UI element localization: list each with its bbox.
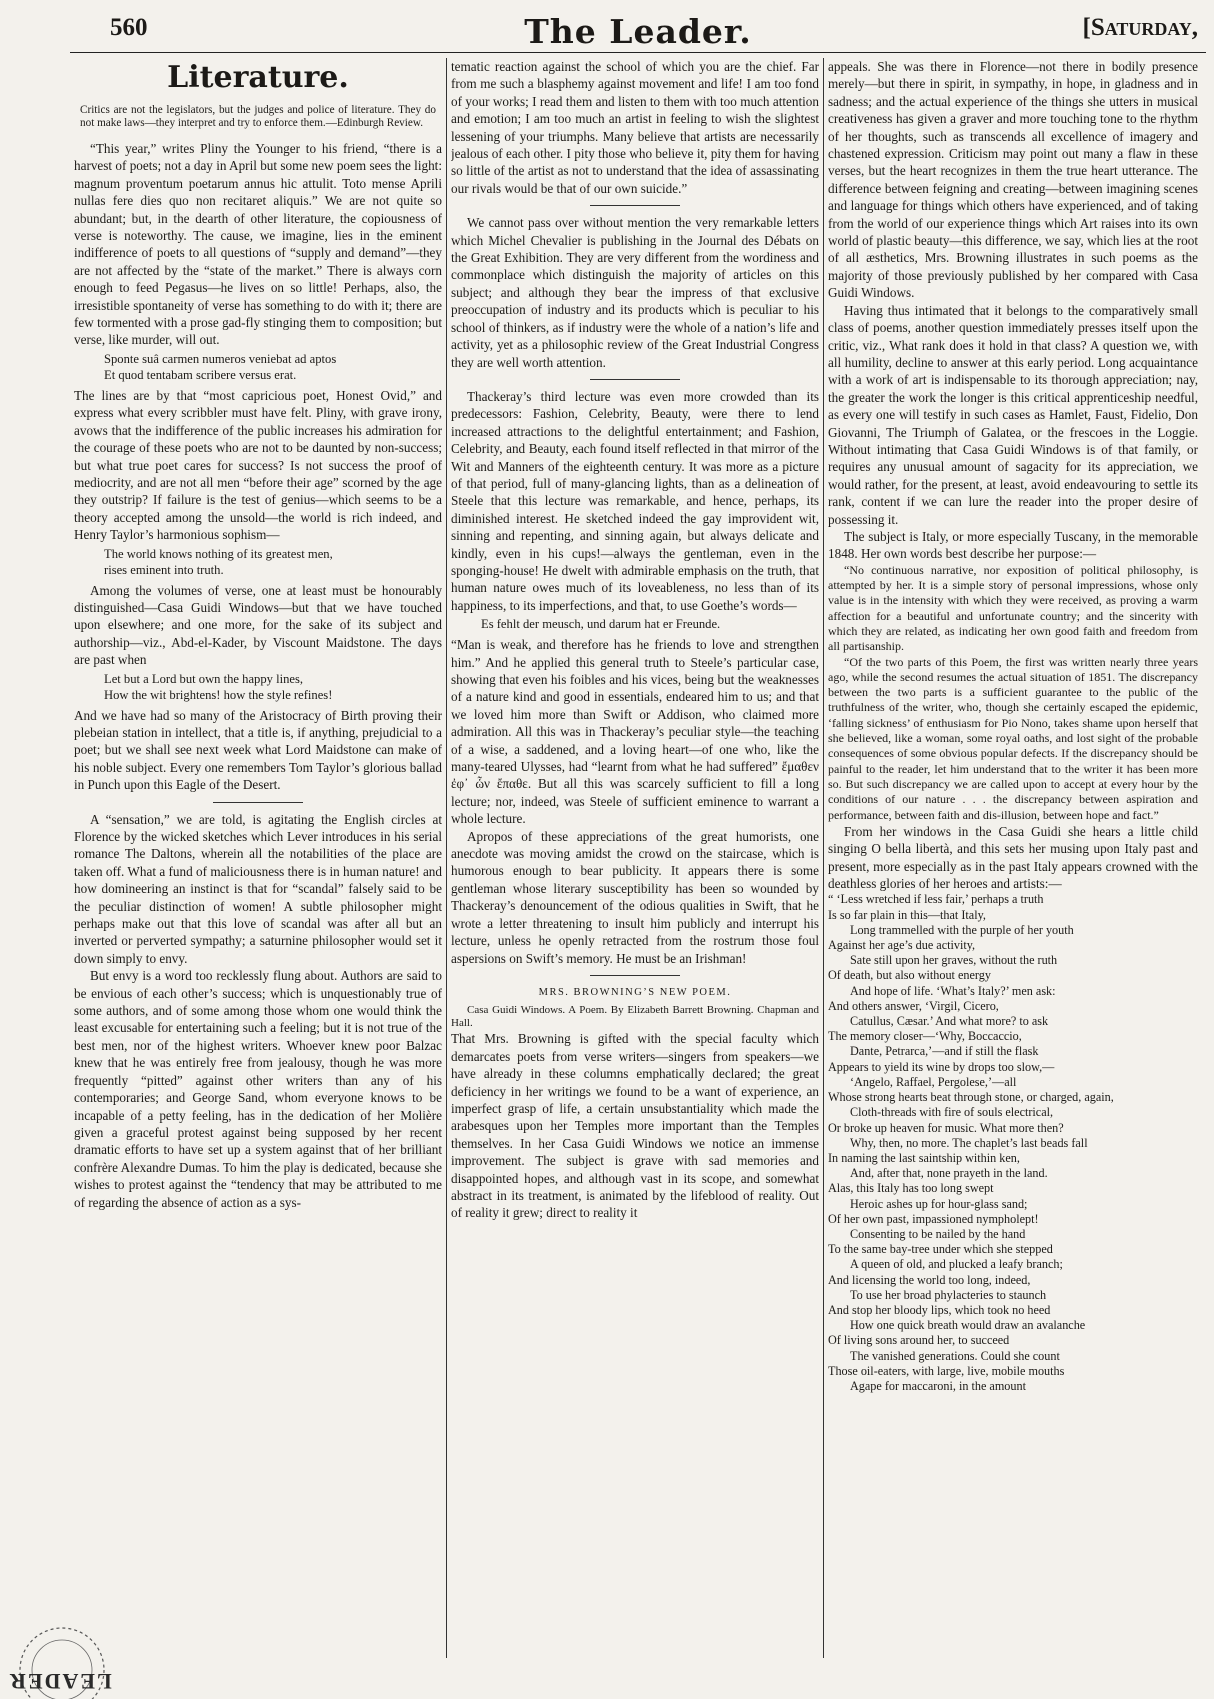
poem-line: And stop her bloody lips, which took no heed xyxy=(828,1302,1051,1317)
poem-line: “ ‘Less wretched if less fair,’ perhaps a truth xyxy=(828,892,1044,907)
poem-line: Why, then, no more. The chaplet’s last beads fall xyxy=(850,1135,1088,1150)
column-rule xyxy=(823,58,824,1658)
poem-line: Catullus, Cæsar.’ And what more? to ask xyxy=(850,1014,1049,1029)
separator xyxy=(213,802,303,803)
poem-line: Against her age’s due activity, xyxy=(828,938,976,953)
poem-line: A queen of old, and plucked a leafy branch; xyxy=(850,1257,1063,1272)
poem-line: Consenting to be nailed by the hand xyxy=(850,1226,1026,1241)
poem-line: And hope of life. ‘What’s Italy?’ men ask: xyxy=(850,983,1056,998)
column-2 xyxy=(451,58,819,1678)
paragraph: But envy is a word too recklessly flung about. Authors are said to be envious of each other’s success; which is unquestionably true of some authors, and of some among those whom one would think the least excusable for entertaining such a feeling; but it is not true of the best men, nor of the highest writers. Whoever knew poor Balzac knew that he was entirely free from jealousy, though he was more frequently “pitted” against other writers than any of his contemporaries; and George Sand, whom everyone knows to be incapable of a petty feeling, has in the dedication of her Molière given a graceful protest against being supposed by her recent dramatic efforts to have set up a system against that of her brilliant confrère Alexandre Dumas. To him the play is dedicated, because she wishes to protest against the “tendency that may be attributed to me of regarding the absence of action as a sys- xyxy=(74,968,442,1210)
poem-excerpt xyxy=(828,892,1198,1394)
stamp-label: LEADER xyxy=(8,1669,112,1694)
verse-line: Es fehlt der meusch, und darum hat er Freunde. xyxy=(481,617,721,632)
poem-line: Those oil-eaters, with large, live, mobile mouths xyxy=(828,1363,1065,1378)
verse-line: Sponte suâ carmen numeros veniebat ad aptos xyxy=(104,351,337,366)
verse-line: rises eminent into truth. xyxy=(104,562,224,577)
poem-line: In naming the last saintship within ken, xyxy=(828,1150,1020,1165)
poem-line: Or broke up heaven for music. What more then? xyxy=(828,1120,1064,1135)
quoted-preface: “Of the two parts of this Poem, the first was written nearly three years ago, while the second resumes the actual situation of 1851. The discrepancy between the two parts is a sufficient guarantee to the public of the truthfulness of the writer, who, though she certainly escaped the epidemic, ‘falling sickness’ of enthusiasm for Pio Nono, takes shame upon herself that she believed, like a woman, some royal oaths, and lost sight of the probable consequences of some obvious popular defects. If the discrepancy should be painful to the reader, let him understand that to the writer it has been more so. But such discrepancy we are called upon to accept at every hour by the conditions of our nature . . . the discrepancy between aspiration and performance, between faith and dis-illusion, between hope and fact.” xyxy=(828,654,1198,822)
section-title: Literature. xyxy=(167,60,349,95)
newspaper-title: The Leader. xyxy=(524,12,752,51)
poem-line: Appears to yield its wine by drops too slow,— xyxy=(828,1059,1055,1074)
poem-line: Long trammelled with the purple of her youth xyxy=(850,922,1074,937)
column-rule xyxy=(446,58,447,1658)
poem-line: Cloth-threads with fire of souls electrical, xyxy=(850,1105,1054,1120)
verse-line: Let but a Lord but own the happy lines, xyxy=(104,671,304,686)
poem-line: Of her own past, impassioned nympholept! xyxy=(828,1211,1039,1226)
poem-line: Heroic ashes up for hour-glass sand; xyxy=(850,1196,1028,1211)
separator xyxy=(590,379,680,380)
page-number: 560 xyxy=(110,14,148,41)
poem-line: Is so far plain in this—that Italy, xyxy=(828,907,986,922)
issue-day: [Saturday, xyxy=(1082,14,1198,41)
column-1 xyxy=(74,58,442,1678)
paragraph: Apropos of these appreciations of the great humorists, one anecdote was moving amidst the crowd on the staircase, which is humorous enough to bear publicity. It appears there is some gentleman whose literary susceptibility has been so wounded by Thackeray’s denouncement of the odious qualities in Swift, that he wrote a letter threatening to insult him publicly and interrupt his lecture, unless he openly retracted from the rostrum those foul aspersions on Swift’s memory. He must be an Irishman! xyxy=(451,828,819,966)
poem-line: And, after that, none prayeth in the land. xyxy=(850,1166,1048,1181)
paragraph: Having thus intimated that it belongs to the comparatively small class of poems, another question immediately presses itself upon the critic, viz., What rank does it hold in that class? A question we, with all humility, decline to answer at this early period. Long acquaintance with a work of art is indispensable to its thorough appreciation; nay, the greater the work the longer is this critical apprenticeship needful, as every one will testify in such cases as Hamlet, Faust, Fidelio, Don Giovanni, The Triumph of Galatea, or the frescoes in the Loggie. Without intimating that Casa Guidi Windows is of that family, or requires any unusual amount of sagacity for its appreciation, we would rather, for the present, at least, avoid endeavouring to settle its rank, content if we can lure the reader into the proper desire of possessing it. xyxy=(828,302,1198,527)
poem-line: The memory closer—‘Why, Boccaccio, xyxy=(828,1029,1022,1044)
poem-line: Dante, Petrarca,’—and if still the flask xyxy=(850,1044,1039,1059)
verse-line: The world knows nothing of its greatest men, xyxy=(104,546,333,561)
review-heading: MRS. BROWNING’S NEW POEM. xyxy=(538,986,732,998)
poem-line: How one quick breath would draw an avalanche xyxy=(850,1318,1086,1333)
separator xyxy=(590,205,680,206)
paragraph: Among the volumes of verse, one at least must be honourably distinguished—Casa Guidi Windows—but that we have touched upon elsewhere; and one more, for the sake of its subject and authorship—viz., Abd-el-Kader, by Viscount Maidstone. The days are past when xyxy=(74,582,442,668)
paragraph: And we have had so many of the Aristocracy of Birth proving their plebeian station in intellect, that a title is, if anything, prejudicial to a poet; but we shall see next week what Lord Maidstone can make of his noble subject. Every one remembers Tom Taylor’s glorious ballad in Punch upon this Eagle of the Desert. xyxy=(74,707,442,793)
separator xyxy=(590,975,680,976)
paragraph: The subject is Italy, or more especially Tuscany, in the memorable 1848. Her own words best describe her purpose:— xyxy=(828,528,1198,562)
poem-line: To use her broad phylacteries to staunch xyxy=(850,1287,1047,1302)
verse-quote xyxy=(104,671,442,703)
poem-line: To the same bay-tree under which she stepped xyxy=(828,1242,1053,1257)
verse-quote xyxy=(104,351,442,383)
verse-quote xyxy=(481,616,819,632)
poem-line: Of death, but also without energy xyxy=(828,968,991,983)
verse-line: How the wit brightens! how the style refines! xyxy=(104,687,333,702)
verse-quote xyxy=(104,546,442,578)
poem-line: Sate still upon her graves, without the ruth xyxy=(850,953,1058,968)
poem-line: Of living sons around her, to succeed xyxy=(828,1333,1010,1348)
paragraph: Thackeray’s third lecture was even more crowded than its predecessors: Fashion, Celebrity, Beauty, were there to lend increased attractions to the delightful entertainment; and Fashion, Celebrity, and Beauty, each found itself reflected in that mirror of the Wit and Manners of the eighteenth century. It was more as a picture of that period, full of many-glancing lights, than as a delineation of Steele that this lecture was remarkable, and hence, perhaps, its diminished interest. He sketched indeed the gay improvident wit, sinning and repenting, and sinning again, but always delicate and kindly, even in his cups!—always the gentleman, even in the sponging-house! He dwelt with admirable emphasis on the truth, that human nature owes much of its loveableness, no less than of its happiness, to its imperfections, and that, to use Goethe’s words— xyxy=(451,388,819,613)
review-citation: Casa Guidi Windows. A Poem. By Elizabeth Barrett Browning. Chapman and Hall. xyxy=(451,1004,819,1030)
paragraph: “Man is weak, and therefore has he friends to love and strengthen him.” And he applied this general truth to Steele’s particular case, showing that even his foibles and his vices, being but the weaknesses of a nature kind and good in essentials, endeared him to us; and that we loved him more than Swift or Addison, who claimed more admiration. All this was in Thackeray’s peculiar style—the teaching of a wise, a saddened, and a loving heart—of one who, like the many-teared Ulysses, had “learnt from what he had suffered” ἔμαθεν ἐφ᾽ ὧν ἔπαθε. But all this was scarcely sufficient to fill a long lecture; nor, indeed, was Steele of sufficient eminence to warrant a whole lecture. xyxy=(451,637,819,827)
masthead xyxy=(70,12,1206,53)
poem-line: And others answer, ‘Virgil, Cicero, xyxy=(828,998,999,1013)
paragraph: A “sensation,” we are told, is agitating the English circles at Florence by the wicked sketches which Lever introduces in his serial romance The Daltons, wherein all the notabilities of the place are taken off. What a fund of maliciousness there is in human nature! and how domineering an instinct is that for “scandal” falsely said to be the peculiar distinction of women! A subtle philosopher might perhaps make out that this love of scandal was after all but an inverted or perverted sympathy; a saturnine philosopher would set it down simply to envy. xyxy=(74,811,442,966)
paragraph: From her windows in the Casa Guidi she hears a little child singing O bella libertà, and this sets her musing upon Italy past and present, more especially as in the past Italy appears crowned with the deathless glories of her heroes and artists:— xyxy=(828,823,1198,892)
epigraph: Critics are not the legislators, but the judges and police of literature. They do not make laws—they interpret and try to enforce them.—Edinburgh Review. xyxy=(80,104,436,129)
paragraph: That Mrs. Browning is gifted with the special faculty which demarcates poets from verse writers—singers from speakers—we have already in these columns emphatically declared; the great deficiency in her writings we found to be a want of experience, an imperfect grasp of life, a certain unsubstantiality which made the arabesques upon her Temples more important than the Temples themselves. In her Casa Guidi Windows we notice an immense improvement. The subject is grave with sad memories and disappointed hopes, and although vast in its scope, and somewhat abstract in its treatment, is animated by the lifeblood of reality. Out of reality it grew; direct to reality it xyxy=(451,1031,819,1221)
paragraph: appeals. She was there in Florence—not there in bodily presence merely—but there in spirit, in sympathy, in hope, in gladness and in sadness; and the actual experience of the things she utters in musical creativeness has given a graver and more touching tone to the rhythm of her thoughts, such as transcends all excellence of imagery and chastened expression. Criticism may point out many a flaw in these verses, but the heart recognizes in them the true heart utterance. The difference between feigning and creating—between imagining scenes and language for things which others have experienced, and of taking from the world of our experience things which Art raises into its own world of plastic beauty—this difference, we say, which lies at the root of all æsthetics, Mrs. Browning illustrates in such poems as the majority of those previously published by her compared with Casa Guidi Windows. xyxy=(828,59,1198,301)
paragraph: tematic reaction against the school of which you are the chief. Far from me such a blasphemy against movement and life! I am too fond of your works; I read them and listen to them with too much attention and emotion; I am too much an artist in feeling to wish the slightest lessening of your triumphs. Many believe that artists are necessarily jealous of each other. I pity those who believe it, pity them for having so little of the artist as not to understand that the idea of assassinating our rivals would be that of our own suicide.” xyxy=(451,59,819,196)
quoted-preface: “No continuous narrative, nor exposition of political philosophy, is attempted by her. It is a simple story of personal impressions, whose only value is in the intensity with which they were received, as proving a warm affection for a beautiful and unfortunate country; and the sincerity with which they are related, as indicating her own good faith and freedom from all partisanship. xyxy=(828,562,1198,654)
verse-line: Et quod tentabam scribere versus erat. xyxy=(104,367,297,382)
column-3 xyxy=(828,58,1198,1678)
poem-line: Alas, this Italy has too long swept xyxy=(828,1181,994,1196)
poem-line: And licensing the world too long, indeed, xyxy=(828,1272,1031,1287)
poem-line: The vanished generations. Could she count xyxy=(850,1348,1060,1363)
poem-line: Whose strong hearts beat through stone, or charged, again, xyxy=(828,1090,1114,1105)
paragraph: The lines are by that “most capricious poet, Honest Ovid,” and express what every scribbler must have felt. Pliny, with grave irony, avows that the indifference of the public increases his admiration for the courage of these poets who are not to be daunted by non-success; but what true poet cares for success? Is not success the proof of mediocrity, and are not all men “before their age” scorned by the age they outstrip? If failure is the test of genius—which seems to be a theory accepted among the unsold—the world is rich indeed, and Henry Taylor’s harmonious sophism— xyxy=(74,387,442,543)
paragraph: “This year,” writes Pliny the Younger to his friend, “there is a harvest of poets; not a day in April but some new poem sees the light: magnum proventum poetarum annus hic attulit. Toto mense Aprili nullas fere dies quo non recitaret aliquis.” We are not quite so abundant; but, in the dearth of other literature, the copiousness of verse is noteworthy. The cause, we imagine, lies in the eminent indifference of poets to all questions of “supply and demand”—they are not affected by the “state of the market.” There is always corn enough to feed Pegasus—he lives on so little! Perhaps, also, the irresistible spontaneity of verse has something to do with it; there are few tormented with a prose gad-fly stinging them to composition; but verse, like murder, will out. xyxy=(74,141,442,348)
poem-line: ‘Angelo, Raffael, Pergolese,’—all xyxy=(850,1074,1017,1089)
paragraph: We cannot pass over without mention the very remarkable letters which Michel Chevalier is publishing in the Journal des Débats on the Great Exhibition. They are very different from the wordiness and commonplace which distinguish the majority of articles on this subject; and although they bear the impress of that exclusive preoccupation of industry and its products which is peculiar to his school of thinkers, as if industry were the whole of a nation’s life and activity, yet as a philosophic review of the Great Industrial Congress they are well worth attention. xyxy=(451,215,819,370)
poem-line: Agape for maccaroni, in the amount xyxy=(850,1378,1026,1393)
